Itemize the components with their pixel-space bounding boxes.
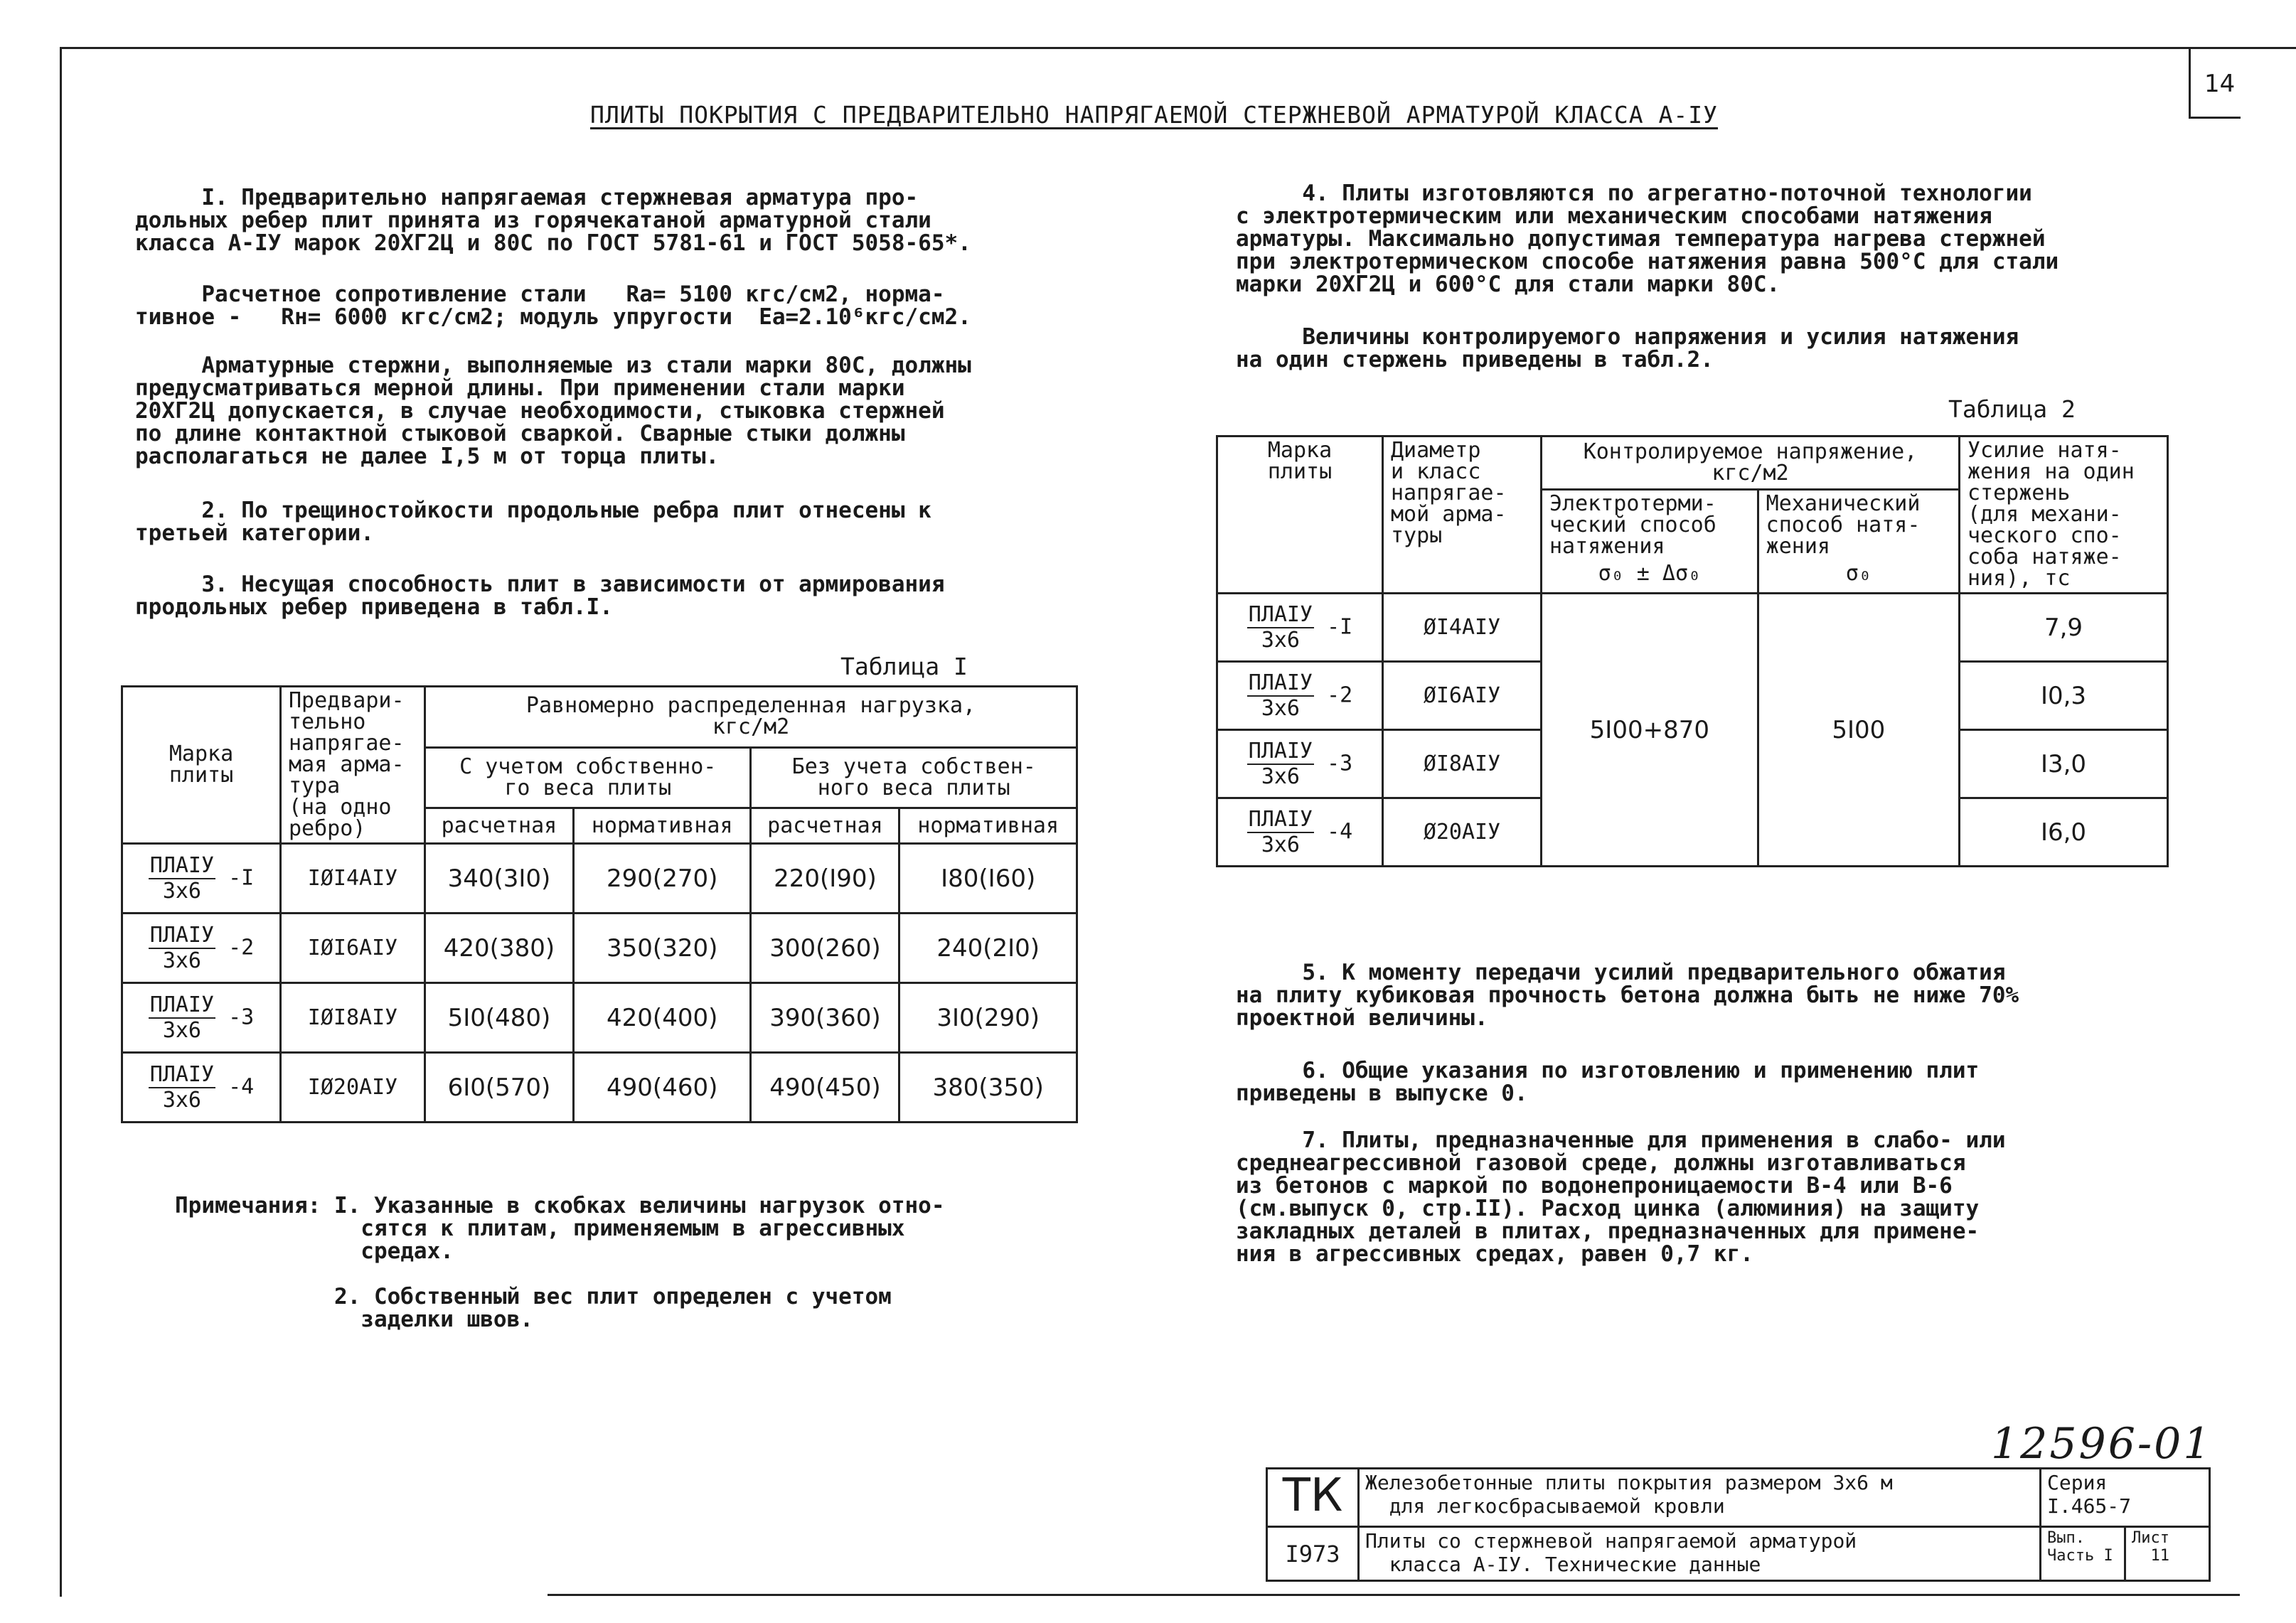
plate-mark: $\frac{\text{ПЛАIУ}}{3х6}$ -3: [1217, 730, 1383, 798]
plate-mark: $\frac{\text{ПЛАIУ}}{3х6}$ -I: [122, 844, 281, 914]
load-value: 390(360): [751, 983, 899, 1053]
stamp-series: Серия I.465-7: [2041, 1469, 2210, 1527]
load-value: 6I0(570): [425, 1053, 574, 1123]
load-value: 220(I90): [751, 844, 899, 914]
table1-caption: Таблица I: [840, 653, 968, 680]
load-value: 300(260): [751, 914, 899, 983]
paragraph-6: 6. Общие указания по изготовлению и применению плит приведены в выпуске 0.: [1236, 1058, 1980, 1106]
load-value: 380(350): [899, 1053, 1077, 1123]
force-value: I3,0: [1960, 730, 2168, 798]
t1-header-arm: Предвари- тельно напрягае- мая арма- тура (на одно ребро): [281, 687, 425, 844]
t2-header-force: Усилие натя- жения на один стержень (для механи- ческого спо- соба натяже- ния), тс: [1960, 436, 2168, 594]
frame-left-line: [60, 47, 62, 1597]
force-value: I6,0: [1960, 798, 2168, 867]
t1-header-norm-2: нормативная: [899, 808, 1077, 844]
load-value: 490(450): [751, 1053, 899, 1123]
force-value: I0,3: [1960, 662, 2168, 730]
table-1: [121, 685, 1078, 1123]
diameter: ØI4АIУ: [1383, 594, 1542, 662]
table-row: [122, 844, 1077, 914]
diameter: Ø20АIУ: [1383, 798, 1542, 867]
load-value: 240(2I0): [899, 914, 1077, 983]
t2-header-marka: Марка плиты: [1217, 436, 1383, 594]
load-value: 350(320): [573, 914, 751, 983]
reinforcement: IØ20АIУ: [281, 1053, 425, 1123]
stamp-line-1: Железобетонные плиты покрытия размером 3х6 м для легкосбрасываемой кровли: [1359, 1469, 2041, 1527]
t2-header-electro: Электротерми- ческий способ натяжения σ₀ ± Δσ₀: [1542, 489, 1758, 593]
frame-bottom-line: [548, 1594, 2240, 1596]
paragraph-4: 4. Плиты изготовляются по агрегатно-поточной технологии с электротермическим или механическим способами натяжения арматуры. Максимально допустимая температура нагрева стержней при электротермическом способе натяжения равна 500°С для стали марки 20ХГ2Ц и 600°С для стали марки 80С.: [1236, 181, 2059, 297]
table-row: [122, 914, 1077, 983]
reinforcement: IØI8АIУ: [281, 983, 425, 1053]
paragraph-5: 5. К моменту передачи усилий предварительного обжатия на плиту кубиковая прочность бетона должна быть не ниже 70% проектной величины.: [1236, 960, 2019, 1031]
t1-header-calc-2: расчетная: [751, 808, 899, 844]
stamp-sheet: Лист 11: [2125, 1527, 2210, 1581]
table2-caption: Таблица 2: [1948, 395, 2076, 423]
sheet-number: 14: [2204, 70, 2236, 98]
load-value: 340(3I0): [425, 844, 574, 914]
load-value: 3I0(290): [899, 983, 1077, 1053]
paragraph-rods: Арматурные стержни, выполняемые из стали марки 80С, должны предусматриваться мерной длины. При применении стали марки 20ХГ2Ц допускается, в случае необходимости, стыковка стержней по длине контактной стыковой сваркой. Сварные стыки должны располагаться не далее I,5 м от торца плиты.: [135, 353, 971, 469]
t1-header-load: Равномерно распределенная нагрузка, кгс/м2: [425, 687, 1077, 748]
stamp-issue: Вып. Часть I: [2041, 1527, 2125, 1581]
stamp-line-2: Плиты со стержневой напрягаемой арматурой класса А-IУ. Технические данные: [1359, 1527, 2041, 1581]
paragraph-2: 2. По трещиностойкости продольные ребра плит отнесены к третьей категории.: [135, 498, 931, 546]
t1-header-calc-1: расчетная: [425, 808, 574, 844]
table-row: [122, 983, 1077, 1053]
paragraph-1: I. Предварительно напрягаемая стержневая арматура про- дольных ребер плит принята из горячекатаной арматурной стали класса А-IУ марок 20ХГ2Ц и 80С по ГОСТ 5781-61 и ГОСТ 5058-65*.: [135, 185, 971, 256]
electro-stress-value: 5I00+870: [1542, 594, 1758, 867]
notes: Примечания: I. Указанные в скобках величины нагрузок отно- сятся к плитам, применяемым в агрессивных средах. 2. Собственный вес плит определен с учетом заделки швов.: [174, 1193, 945, 1332]
force-value: 7,9: [1960, 594, 2168, 662]
t1-header-with-weight: С учетом собственно- го веса плиты: [425, 747, 751, 808]
paragraph-7: 7. Плиты, предназначенные для применения в слабо- или среднеагрессивной газовой среде, должны изготавливаться из бетонов с маркой по водонепроницаемости В-4 или В-6 (см.выпуск 0, стр.II). Расход цинка (алюминия) на защиту закладных деталей в плитах, предназначенных для примене- ния в агрессивных средах, равен 0,7 кг.: [1236, 1127, 2006, 1267]
stamp-year: I973: [1267, 1527, 1359, 1581]
table-row: [1217, 594, 2168, 662]
t1-header-without-weight: Без учета собствен- ного веса плиты: [751, 747, 1077, 808]
plate-mark: $\frac{\text{ПЛАIУ}}{3х6}$ -3: [122, 983, 281, 1053]
table-row: [122, 1053, 1077, 1123]
plate-mark: $\frac{\text{ПЛАIУ}}{3х6}$ -2: [122, 914, 281, 983]
load-value: 420(400): [573, 983, 751, 1053]
t2-header-mech: Механический способ натя- жения σ₀: [1758, 489, 1959, 593]
paragraph-3: 3. Несущая способность плит в зависимости от армирования продольных ребер приведена в табл.I.: [135, 572, 945, 620]
reinforcement: IØI6АIУ: [281, 914, 425, 983]
sigma-symbol: σ₀: [1845, 560, 1871, 586]
t2-header-diameter: Диаметр и класс напрягае- мой арма- туры: [1383, 436, 1542, 594]
mech-stress-value: 5I00: [1758, 594, 1959, 867]
t2-header-control-stress: Контролируемое напряжение, кгс/м2: [1542, 436, 1960, 490]
load-value: 290(270): [573, 844, 751, 914]
table-2: [1216, 435, 2169, 867]
reinforcement: IØI4АIУ: [281, 844, 425, 914]
t1-header-norm-1: нормативная: [573, 808, 751, 844]
sigma-delta-symbol: σ₀ ± Δσ₀: [1598, 560, 1702, 586]
load-value: 420(380): [425, 914, 574, 983]
load-value: 490(460): [573, 1053, 751, 1123]
frame-top-line: [60, 47, 2296, 49]
stamp-tk: ТК: [1267, 1469, 1359, 1527]
load-value: 5I0(480): [425, 983, 574, 1053]
title-block-stamp: [1266, 1467, 2211, 1582]
t1-header-marka: Марка плиты: [122, 687, 281, 844]
handwritten-code: 12596-01: [1991, 1419, 2213, 1469]
plate-mark: $\frac{\text{ПЛАIУ}}{3х6}$ -4: [122, 1053, 281, 1123]
plate-mark: $\frac{\text{ПЛАIУ}}{3х6}$ -I: [1217, 594, 1383, 662]
diameter: ØI6АIУ: [1383, 662, 1542, 730]
diameter: ØI8АIУ: [1383, 730, 1542, 798]
paragraph-resistance: Расчетное сопротивление стали Rа= 5100 кгс/см2, норма- тивное - Rн= 6000 кгс/см2; модуль упругости Ea=2.10⁶кгс/см2.: [135, 282, 971, 330]
paragraph-control-values: Величины контролируемого напряжения и усилия натяжения на один стержень приведены в табл.2.: [1236, 324, 2019, 373]
load-value: I80(I60): [899, 844, 1077, 914]
document-title: ПЛИТЫ ПОКРЫТИЯ С ПРЕДВАРИТЕЛЬНО НАПРЯГАЕМОЙ СТЕРЖНЕВОЙ АРМАТУРОЙ КЛАССА А-IУ: [590, 101, 1718, 129]
plate-mark: $\frac{\text{ПЛАIУ}}{3х6}$ -4: [1217, 798, 1383, 867]
plate-mark: $\frac{\text{ПЛАIУ}}{3х6}$ -2: [1217, 662, 1383, 730]
